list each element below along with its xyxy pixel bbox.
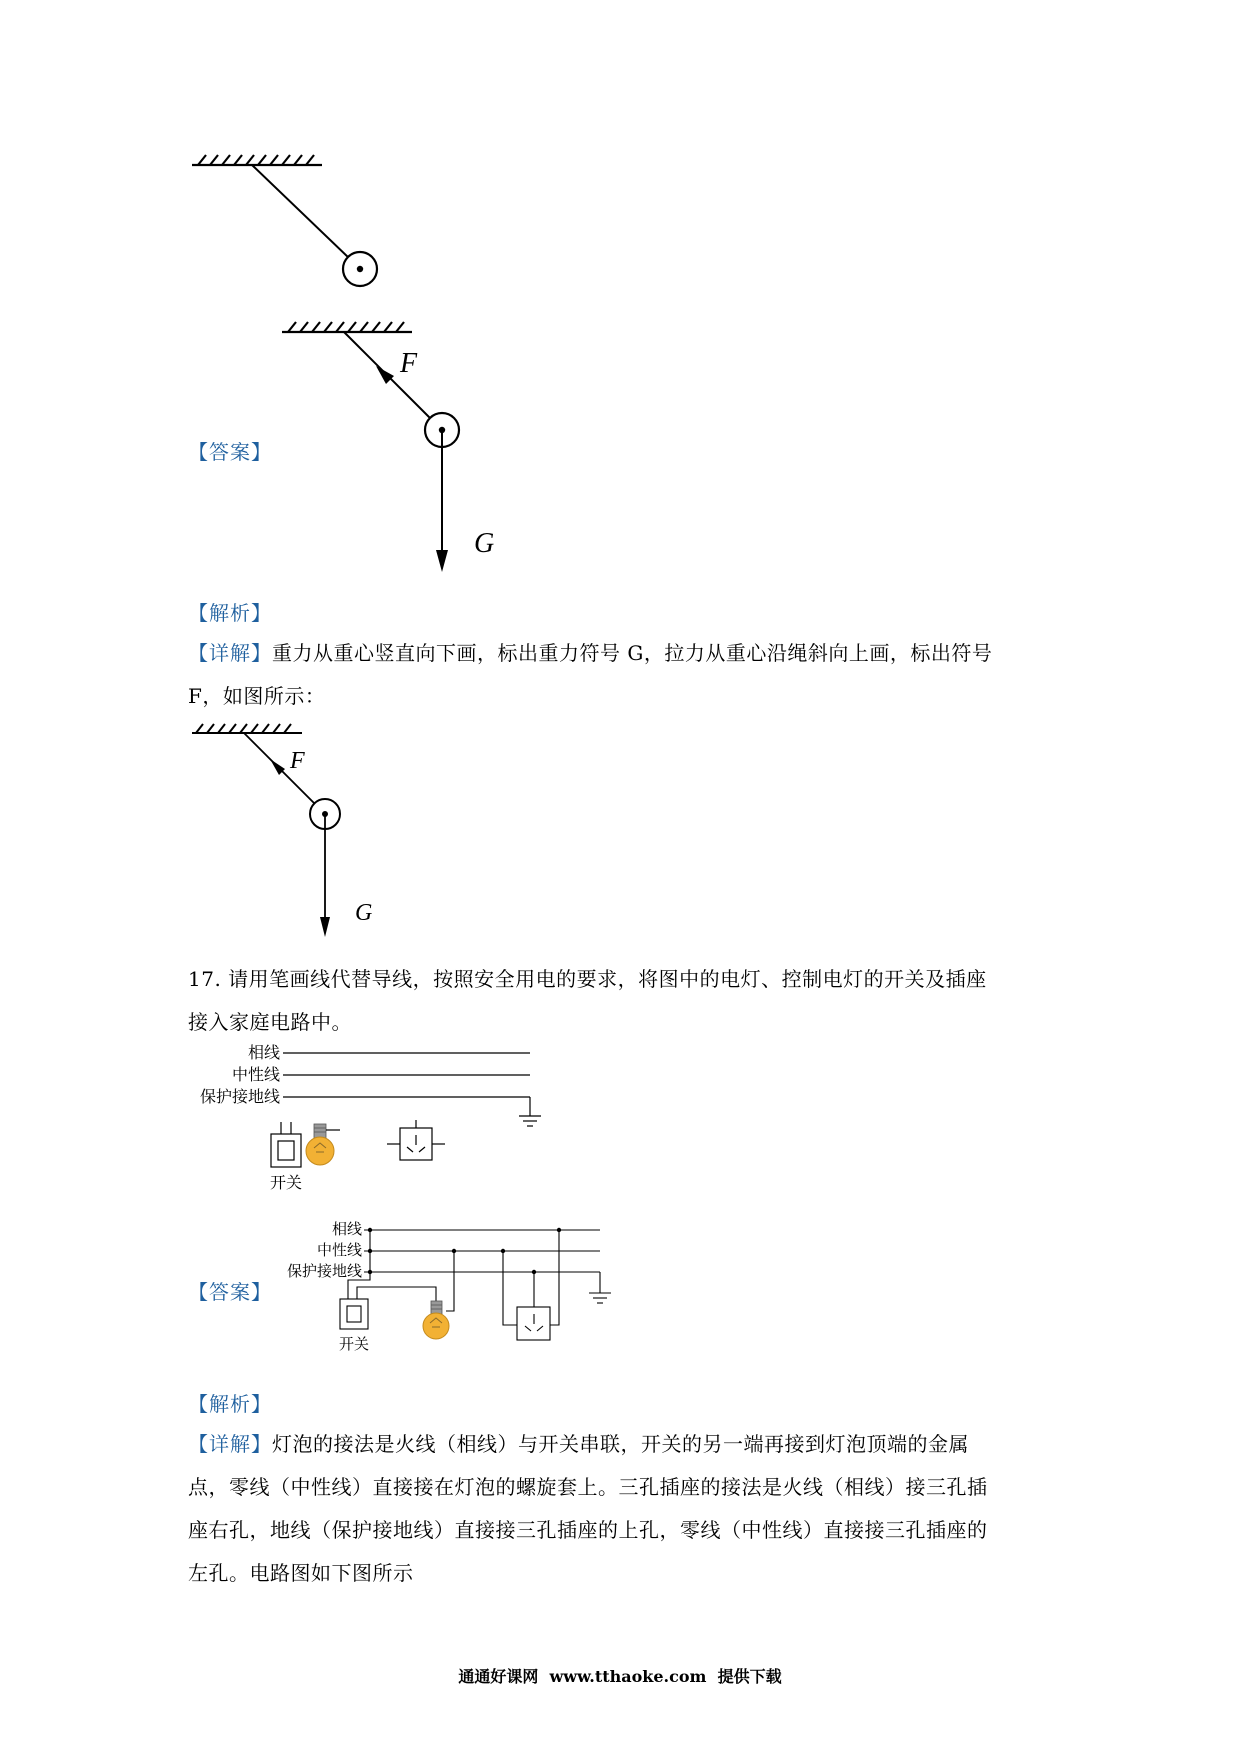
rope bbox=[252, 165, 350, 259]
page-footer: 通通好课网 www.tthaoke.com 提供下载 bbox=[458, 1667, 782, 1686]
q16-detail-figure bbox=[180, 715, 400, 945]
q17-question bbox=[188, 958, 1068, 1044]
switch-icon bbox=[271, 1122, 301, 1167]
q17-detail-line1: 灯泡的接法是火线（相线）与开关串联，开关的另一端再接到灯泡顶端的金属 bbox=[272, 1432, 969, 1456]
wire-label-neutral: 中性线 bbox=[231, 1065, 280, 1084]
q16-detail-line2: F，如图所示： bbox=[188, 684, 326, 708]
q17-question-circuit bbox=[185, 1040, 565, 1215]
wire-label-live: 相线 bbox=[331, 1220, 362, 1238]
socket-icon bbox=[517, 1307, 550, 1340]
force-F-arrowhead bbox=[376, 366, 394, 384]
ball-center bbox=[357, 266, 363, 272]
earth-symbol bbox=[519, 1097, 541, 1126]
bulb-icon bbox=[306, 1124, 340, 1165]
q17-detail bbox=[188, 1423, 1068, 1595]
wire-label-neutral: 中性线 bbox=[316, 1241, 362, 1259]
q17-detail-line3: 座右孔，地线（保护接地线）直接接三孔插座的上孔，零线（中性线）直接接三孔插座的 bbox=[188, 1518, 988, 1542]
q17-question-line1: 17. 请用笔画线代替导线，按照安全用电的要求，将图中的电灯、控制电灯的开关及插座 bbox=[188, 967, 987, 991]
switch-label: 开关 bbox=[338, 1335, 370, 1353]
analysis-tag-1: 【解析】 bbox=[188, 601, 272, 625]
label-G: G bbox=[355, 900, 373, 926]
q17-detail-line4: 左孔。电路图如下图所示 bbox=[188, 1561, 414, 1585]
ceiling-hatch bbox=[192, 155, 322, 165]
wire-label-ground: 保护接地线 bbox=[286, 1262, 362, 1280]
gravity-G-arrowhead bbox=[320, 917, 330, 937]
q17-answer-circuit bbox=[270, 1215, 620, 1375]
wire-label-live: 相线 bbox=[247, 1043, 280, 1062]
ceiling-hatch bbox=[282, 322, 412, 332]
ceiling-hatch bbox=[192, 724, 302, 733]
switch-label: 开关 bbox=[269, 1173, 303, 1192]
q16-answer-figure bbox=[270, 310, 530, 590]
q16-detail bbox=[188, 632, 1068, 718]
switch-icon bbox=[340, 1299, 368, 1329]
answer-tag-1: 【答案】 bbox=[188, 440, 272, 464]
bulb-icon bbox=[423, 1301, 449, 1339]
answer-tag-2: 【答案】 bbox=[188, 1280, 272, 1304]
label-G: G bbox=[474, 528, 495, 559]
detail-tag: 【详解】 bbox=[188, 641, 272, 665]
q16-question-figure bbox=[180, 145, 420, 305]
socket-icon bbox=[387, 1120, 445, 1160]
detail-tag: 【详解】 bbox=[188, 1432, 272, 1456]
wire-label-ground: 保护接地线 bbox=[199, 1087, 280, 1106]
analysis-tag-2: 【解析】 bbox=[188, 1392, 272, 1416]
q17-detail-line2: 点，零线（中性线）直接接在灯泡的螺旋套上。三孔插座的接法是火线（相线）接三孔插 bbox=[188, 1475, 988, 1499]
label-F: F bbox=[290, 748, 305, 774]
label-F: F bbox=[400, 348, 418, 379]
q16-detail-line1: 重力从重心竖直向下画，标出重力符号 G，拉力从重心沿绳斜向上画，标出符号 bbox=[272, 641, 993, 665]
gravity-G-arrowhead bbox=[436, 550, 448, 572]
q17-question-line2: 接入家庭电路中。 bbox=[188, 1010, 352, 1034]
earth-symbol bbox=[589, 1272, 611, 1303]
